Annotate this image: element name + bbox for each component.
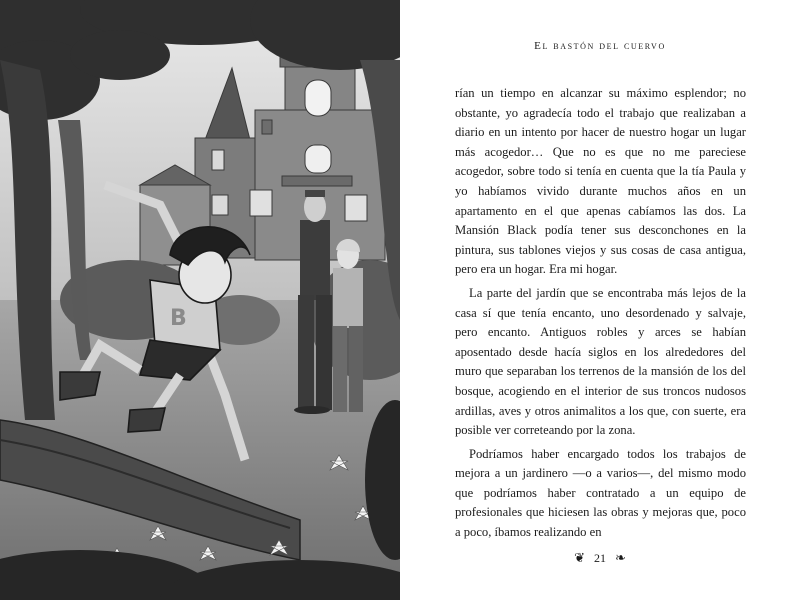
swirl-ornament-icon: ❦	[574, 550, 585, 565]
page-number: 21	[594, 551, 606, 565]
paragraph: Podríamos haber encargado todos los trabajos de mejora a un jardinero —o a varios—, del mismo modo que podríamos haber contratado a un equipo de profesionales que hiciesen las obras y mejoras que, poco a poco, íbamos realizando en	[455, 446, 746, 540]
swirl-ornament-icon: ❧	[615, 550, 626, 565]
paragraph: rían un tiempo en alcanzar su máximo esplendor; no obstante, yo agradecía todo el trabajo que realizaban a diario en un intento por hacer de nuestro hogar un lugar más acogedor… Que no es que no me pareciese acogedor, sobre todo si tenía en cuenta que la tía Paula y yo habíamos vivido durante muchos años en un apartamento en el que apenas cabíamos las dos. La Mansión Black podía tener sus desconchones en la pintura, sus tablones viejos y sus cosas de casa antigua, pero era un hogar. Era mi hogar.	[455, 86, 746, 277]
body-text	[455, 84, 746, 543]
folio	[400, 550, 800, 566]
running-head: El bastón del cuervo	[534, 40, 666, 52]
paragraph: La parte del jardín que se encontraba más lejos de la casa sí que tenía encanto, uno desordenado y salvaje, pero encanto. Antiguos robles y arces se habían aposentado desde hacía siglos en los alrededores del muro que separaban los terrenos de la mansión de los del bosque, acogiendo en el interior de sus troncos nudosos ardillas, aves y otros animalitos a los que, con suerte, era posible ver correteando por la zona.	[455, 285, 746, 438]
text-page	[400, 0, 800, 600]
svg-text:B: B	[170, 306, 187, 331]
